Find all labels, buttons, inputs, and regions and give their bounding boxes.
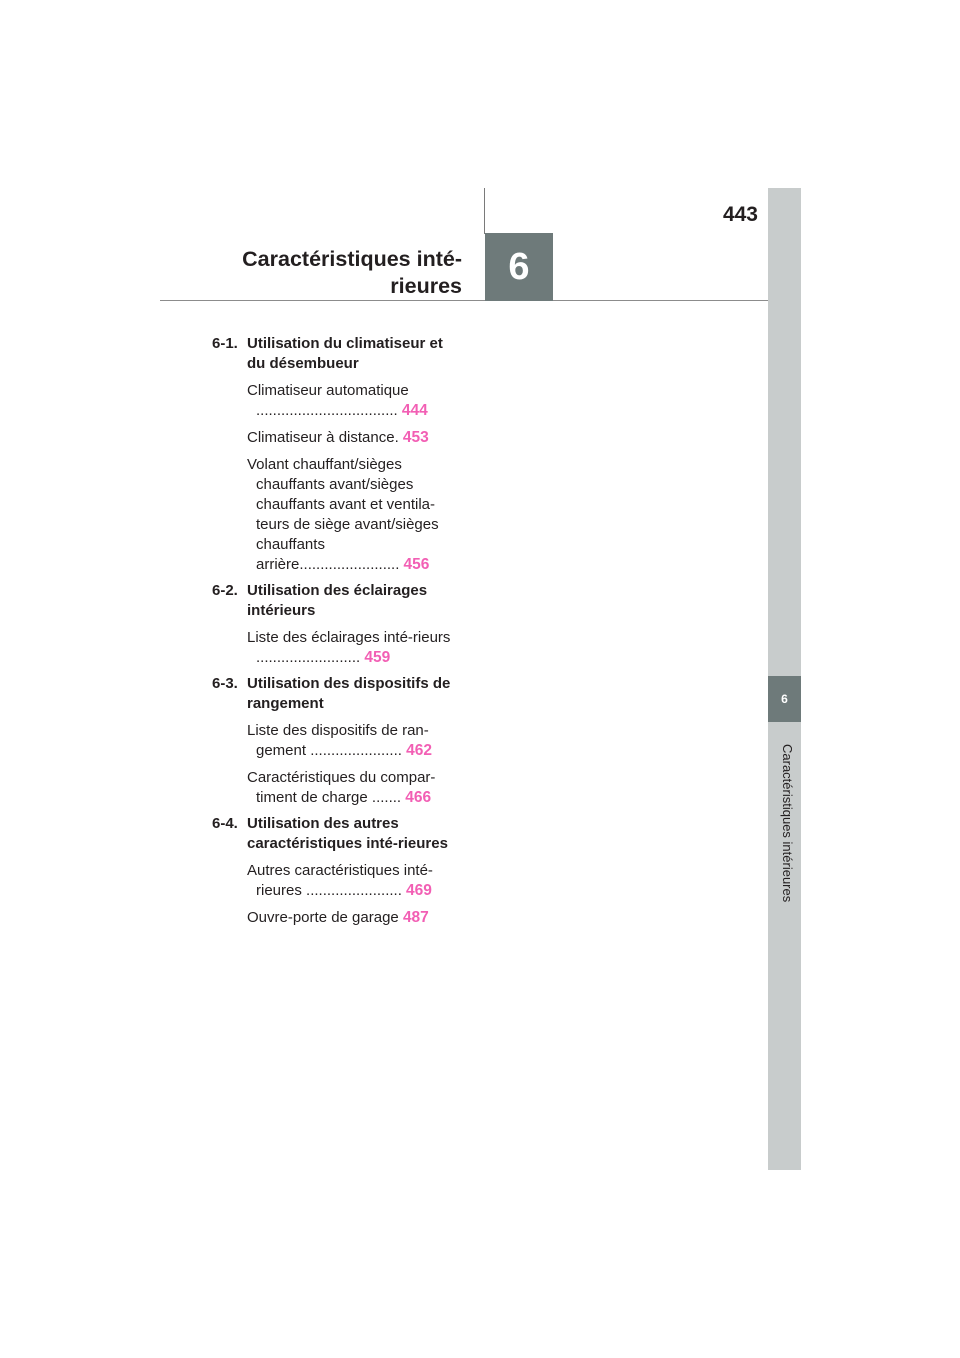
table-of-contents — [212, 334, 462, 934]
chapter-number-box: 6 — [485, 233, 553, 301]
toc-section — [212, 674, 462, 808]
toc-entry-leader: . — [394, 429, 403, 446]
toc-section-number: 6-2. — [212, 582, 238, 599]
toc-entry[interactable] — [247, 455, 462, 575]
side-thumb-tab[interactable] — [768, 188, 801, 1170]
toc-entry[interactable] — [247, 381, 462, 421]
toc-section-title: Utilisation du climatiseur et du désembueur — [247, 335, 443, 372]
toc-entry-leader: ......................... — [256, 649, 365, 666]
toc-entry-page-link[interactable]: 462 — [406, 742, 432, 759]
toc-section-title: Utilisation des dispositifs de rangement — [247, 675, 451, 712]
toc-section-title: Utilisation des autres caractéristiques inté-rieures — [247, 815, 448, 852]
toc-section — [212, 334, 462, 575]
toc-entry-leader: ....... — [367, 789, 406, 806]
toc-section-number: 6-4. — [212, 815, 238, 832]
chapter-title — [210, 246, 462, 300]
toc-section — [212, 581, 462, 668]
toc-entry[interactable] — [247, 428, 462, 448]
toc-section-heading[interactable] — [212, 674, 462, 714]
toc-entry-page-link[interactable]: 444 — [401, 402, 428, 419]
page-number: 443 — [722, 203, 758, 226]
toc-entry-page-link[interactable]: 487 — [402, 909, 429, 926]
toc-entry[interactable] — [247, 628, 462, 668]
toc-entry-leader: ...................... — [306, 742, 407, 759]
toc-entry-title: Autres caractéristiques inté-rieures — [247, 862, 433, 899]
toc-entry-title: Ouvre-porte de garage — [247, 909, 399, 926]
toc-entry-title: Climatiseur à distance — [247, 429, 395, 446]
toc-entry-page-link[interactable]: 469 — [406, 882, 432, 899]
toc-entry-leader: ....................... — [301, 882, 407, 899]
chapter-title-line-1: Caractéristiques inté- — [242, 247, 462, 271]
toc-entry[interactable] — [247, 721, 462, 761]
header-horizontal-rule — [160, 300, 769, 301]
toc-entry-title: Caractéristiques du compar-timent de charge — [247, 769, 436, 806]
toc-entry-leader: .................................. — [256, 402, 402, 419]
side-tab-number: 6 — [768, 676, 801, 722]
side-tab-label: Caractéristiques intérieures — [780, 744, 795, 903]
toc-section-number: 6-1. — [212, 335, 238, 352]
toc-entry-page-link[interactable]: 456 — [403, 556, 430, 573]
toc-section-heading[interactable] — [212, 814, 462, 854]
toc-entry-page-link[interactable]: 466 — [405, 789, 432, 806]
toc-entry-title: Volant chauffant/sièges chauffants avant/sièges chauffants avant et ventila-teurs de siège avant/sièges chauffants arrière — [247, 456, 439, 573]
header-vertical-rule — [484, 188, 485, 234]
toc-entry-page-link[interactable]: 453 — [402, 429, 429, 446]
toc-entry-title: Climatiseur automatique — [247, 382, 409, 399]
toc-entry-title: Liste des dispositifs de ran-gement — [247, 722, 429, 759]
toc-section-title: Utilisation des éclairages intérieurs — [247, 582, 428, 619]
chapter-title-line-2: rieures — [390, 274, 462, 298]
toc-entry[interactable] — [247, 768, 462, 808]
toc-section-heading[interactable] — [212, 581, 462, 621]
toc-entry-leader: ........................ — [299, 556, 404, 573]
toc-section-number: 6-3. — [212, 675, 238, 692]
toc-section-heading[interactable] — [212, 334, 462, 374]
toc-entry-title: Liste des éclairages inté-rieurs — [247, 629, 451, 646]
toc-entry-page-link[interactable]: 459 — [364, 649, 391, 666]
toc-entry[interactable] — [247, 908, 462, 928]
toc-entry[interactable] — [247, 861, 462, 901]
toc-section — [212, 814, 462, 928]
